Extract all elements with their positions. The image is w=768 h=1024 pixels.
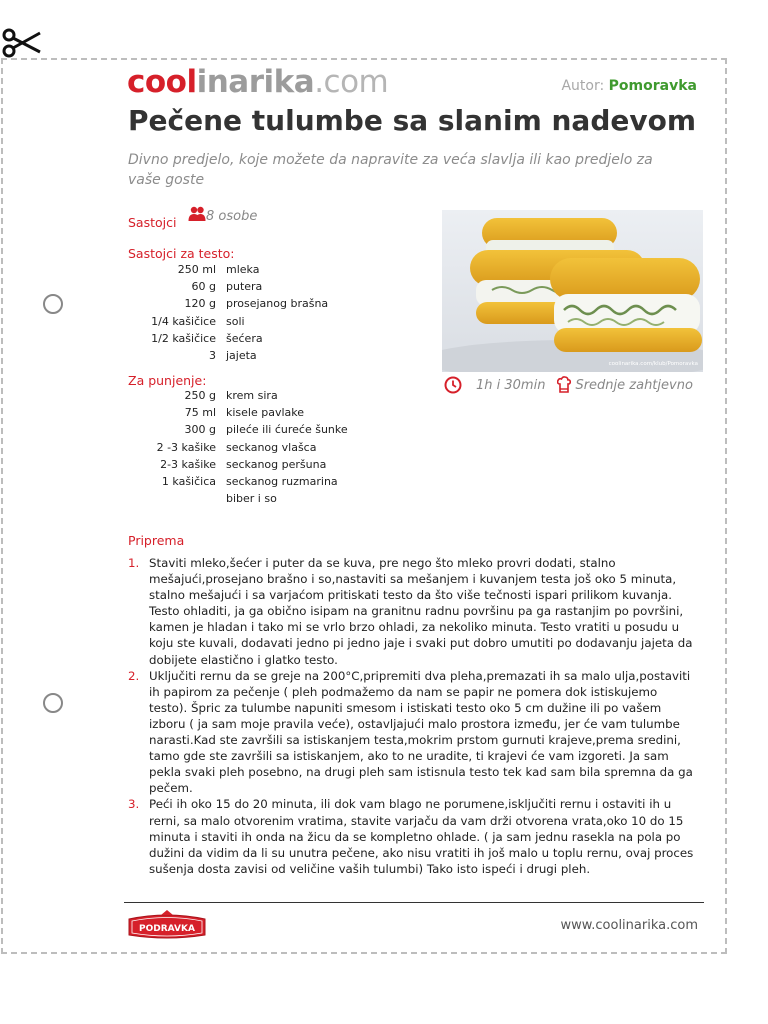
step-number: 3. — [128, 797, 140, 812]
step-item — [128, 555, 698, 668]
dough-list — [128, 261, 328, 364]
ingredient-row: 250 g krem sira — [184, 389, 278, 402]
servings — [188, 206, 257, 224]
servings-text: 8 osobe — [206, 209, 258, 224]
ingredient-row: 3 jajeta — [209, 348, 257, 362]
ingredient-row: 250 ml mleka — [177, 263, 260, 276]
ingredient-row: 2-3 kašike seckanog peršuna — [160, 457, 327, 471]
step-text: Uključiti rernu da se greje na 200°C,pripremiti dva pleha,premazati ih sa malo ulja,postaviti ih papirom za pečenje ( pleh podmažemo da nam se papir ne pomera dok istiskujemo testo). Špric za tulumbe napuniti smesom i istiskati testo oko 5 cm dužine ili po vašem izboru ( ja sam moje pravila veće), ostavljajući malo prostora između, jer će vam tulumbe narasti.Kad ste završili sa istiskanjem testa,mokrim prstom gurnuti krajeve,prema sredini, tamo gde ste završili sa istiskanjem, ako to ne uradite, ti krajevi će vam izgoreti. Ja sam pekla svaki pleh posebno, na drugi pleh sam istisnula testo tek kad sam bila spremna da ga pečem. — [149, 668, 693, 796]
step-number: 1. — [128, 556, 140, 570]
chef-hat-icon — [557, 376, 571, 394]
ingredient-row: 1/4 kašičice soli — [151, 314, 245, 328]
preparation-heading: Priprema — [128, 533, 185, 548]
scissors-icon — [2, 26, 42, 60]
coolinarika-logo[interactable]: coolinarika.com — [127, 64, 389, 100]
ingredient-row: 75 ml kisele pavlake — [184, 406, 305, 420]
author-name[interactable]: Pomoravka — [608, 78, 697, 94]
step-item — [128, 668, 698, 797]
recipe-photo — [442, 210, 703, 372]
ingredient-row: 2 -3 kašike seckanog vlašca — [156, 440, 317, 454]
preparation-steps — [128, 555, 698, 877]
footer-divider — [124, 902, 704, 903]
step-text: Peći ih oko 15 do 20 minuta, ili dok vam blago ne porumene,isključiti rernu i ostaviti ih u rerni, sa malo otvorenim vratima, stavite varjaču da vam drži otvorena vrata,oko 10 do 15 minuta i staviti ih onda na žicu da se kompletno ohlade. ( ja sam jednu rasekla na pola po dužini da vidim da li su unutra pečene, ako nisu vratiti ih još malo u toplu rernu, ovaj proces sušenja dosta zavisi od veličine vaših tulumbi) Tako isto ispeći i drugi pleh. — [149, 797, 694, 876]
ingredient-row: 120 g prosejanog brašna — [184, 297, 329, 311]
author-line — [561, 78, 697, 94]
difficulty-info — [557, 376, 692, 394]
recipe-title: Pečene tulumbe sa slanim nadevom — [128, 104, 697, 137]
ingredients-heading: Sastojci — [128, 215, 177, 230]
binder-hole — [43, 693, 63, 713]
ingredient-row: 1 kašičica seckanog ruzmarina — [161, 474, 338, 488]
recipe-meta — [444, 376, 705, 394]
time-text: 1h i 30min — [476, 377, 546, 393]
step-text: Staviti mleko,šećer i puter da se kuva, pre nego što mleko provri dodati, stalno mešajući,prosejano brašno i so,nastaviti sa mešanjem i kuvanjem testa još oko 5 minuta, stalno mešajući i sa varjaćom pritiskati testo da što više tečnosti ispari prilikom kuvanja. Testo ohladiti, ja ga obično isipam na granitnu radnu površinu pa ga rastanjim po površini, kamen je hladan i tako mi se vrlo brzo ohladi, za nekoliko minuta. Testo vratiti u posudu u koju ste kuvali, dodavati jedno pi jedno jaje i svaki put dobro umutiti po dodavanju jajeta da dobijete elastično i glatko testo. — [149, 556, 693, 667]
step-item — [128, 796, 698, 876]
ingredient-row: biber i so — [226, 492, 277, 506]
step-number: 2. — [128, 668, 140, 683]
author-label: Autor: — [561, 78, 605, 94]
ingredient-row: 1/2 kašičice šećera — [151, 331, 263, 345]
filling-heading: Za punjenje: — [128, 373, 207, 388]
site-url[interactable]: www.coolinarika.com — [560, 918, 698, 933]
ingredient-row: 300 g pileće ili ćureće šunke — [184, 423, 348, 437]
clock-icon — [444, 376, 462, 394]
podravka-logo[interactable] — [127, 909, 207, 941]
podravka-logo-text: PODRAVKA — [139, 924, 195, 934]
ingredient-row: 60 g putera — [191, 280, 263, 294]
time-info — [444, 376, 545, 394]
people-icon — [188, 206, 206, 222]
binder-hole — [43, 294, 63, 314]
filling-list — [128, 387, 348, 507]
photo-watermark: coolinarika.com/klub/Pomoravka — [608, 361, 698, 367]
recipe-subtitle: Divno predjelo, koje možete da napravite za veća slavlja ili kao predjelo za vaše goste — [128, 152, 653, 188]
dough-heading: Sastojci za testo: — [128, 246, 235, 261]
difficulty-text: Srednje zahtjevno — [575, 377, 693, 393]
